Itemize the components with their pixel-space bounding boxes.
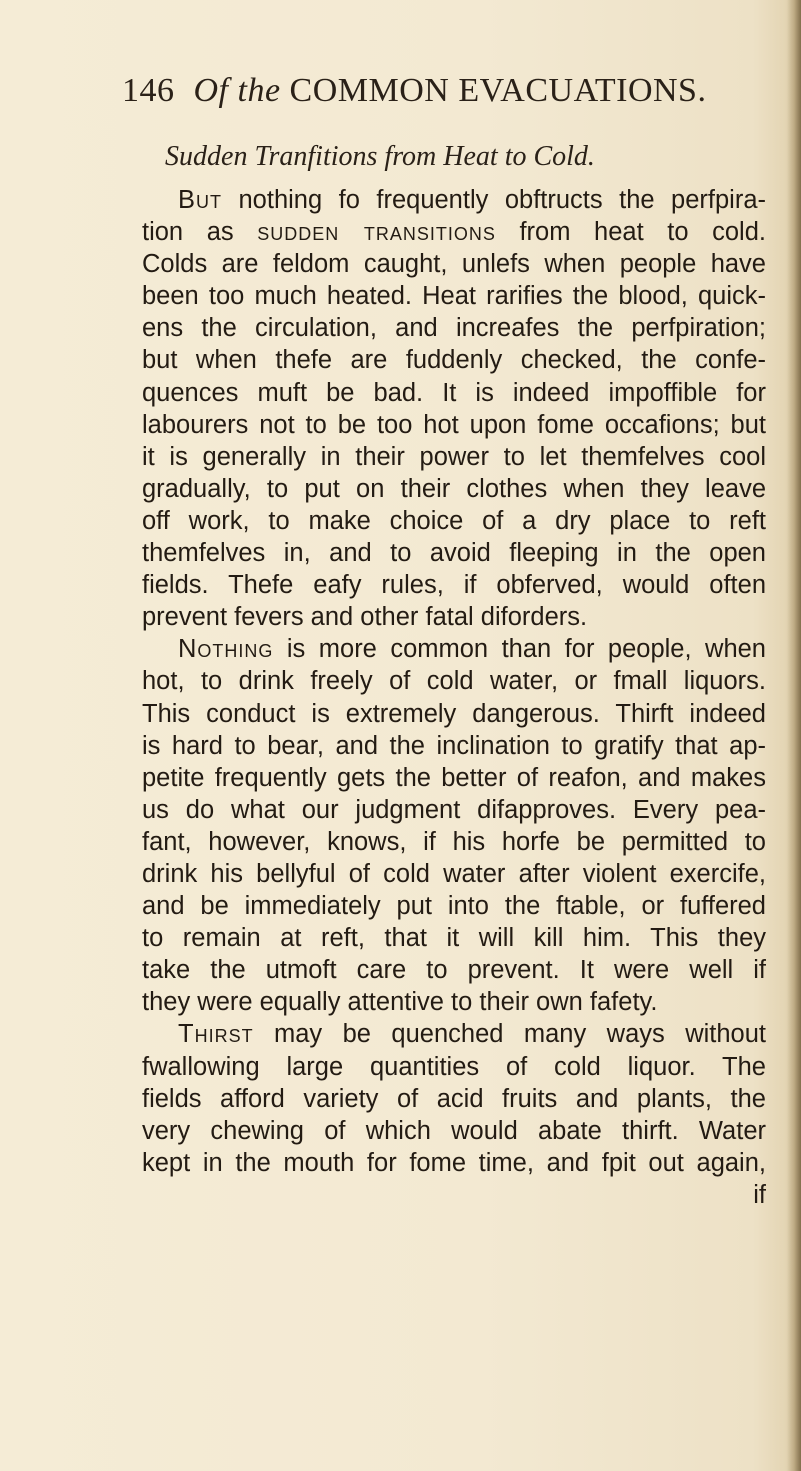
paragraph-lead: Thirst — [178, 1020, 254, 1049]
page-number: 146 — [122, 72, 175, 109]
text-line: gradually, to put on their clothes when they leave — [142, 474, 766, 503]
text-line: tion as sudden transitions from heat to cold. — [142, 218, 766, 247]
small-caps-phrase: sudden transitions — [257, 218, 496, 247]
text-line: kept in the mouth for fome time, and fpit out again, — [142, 1148, 766, 1177]
text-line: to remain at reft, that it will kill him. This they — [142, 924, 766, 953]
text-line: very chewing of which would abate thirft. Water — [142, 1116, 766, 1145]
text-line: us do what our judgment difapproves. Every pea- — [142, 795, 766, 824]
body-text — [142, 184, 766, 1211]
text-line: This conduct is extremely dangerous. Thirft indeed — [142, 699, 766, 728]
text-line: labourers not to be too hot upon fome occafions; but — [142, 410, 766, 439]
header-of-the: Of the — [193, 72, 281, 109]
text-line: Thirst may be quenched many ways without — [178, 1020, 766, 1049]
text-line: petite frequently gets the better of reafon, and makes — [142, 763, 766, 792]
text-line: but when thefe are fuddenly checked, the confe- — [142, 346, 766, 375]
text-line: off work, to make choice of a dry place to reft — [142, 506, 766, 535]
section-title: Sudden Tranfitions from Heat to Cold. — [165, 141, 595, 172]
text-line: hot, to drink freely of cold water, or fmall liquors. — [142, 667, 766, 696]
text-line: take the utmoft care to prevent. It were well if — [142, 956, 766, 985]
text-line: prevent fevers and other fatal diforders. — [142, 603, 588, 632]
text-line: is hard to bear, and the inclination to gratify that ap- — [142, 731, 766, 760]
text-line: But nothing fo frequently obftructs the perfpira- — [178, 186, 766, 214]
text-line: Nothing is more common than for people, when — [178, 635, 766, 664]
text-line: quences muft be bad. It is indeed impoffible for — [142, 378, 766, 407]
paragraph-lead: Nothing — [178, 635, 274, 664]
text-line: fant, however, knows, if his horfe be permitted to — [142, 827, 766, 856]
paragraph-lead: But — [178, 186, 223, 214]
running-header — [122, 72, 742, 110]
text-line: ens the circulation, and increafes the perfpiration; — [142, 314, 766, 343]
text-line: fwallowing large quantities of cold liquor. The — [142, 1052, 766, 1081]
text-line: been too much heated. Heat rarifies the blood, quick- — [142, 282, 766, 311]
text-line: fields afford variety of acid fruits and plants, the — [142, 1084, 766, 1113]
header-title: COMMON EVACUATIONS. — [289, 72, 707, 109]
catchword: if — [753, 1180, 766, 1209]
text-line: fields. Thefe eafy rules, if obferved, would often — [142, 571, 766, 600]
text-line: it is generally in their power to let themfelves cool — [142, 442, 766, 471]
text-line: and be immediately put into the ftable, or fuffered — [142, 892, 766, 921]
text-line: they were equally attentive to their own fafety. — [142, 988, 658, 1017]
text-line: themfelves in, and to avoid fleeping in the open — [142, 539, 766, 568]
text-line: drink his bellyful of cold water after violent exercife, — [142, 859, 766, 888]
text-line: Colds are feldom caught, unlefs when people have — [142, 250, 766, 279]
page-edge-shadow — [787, 0, 801, 1471]
